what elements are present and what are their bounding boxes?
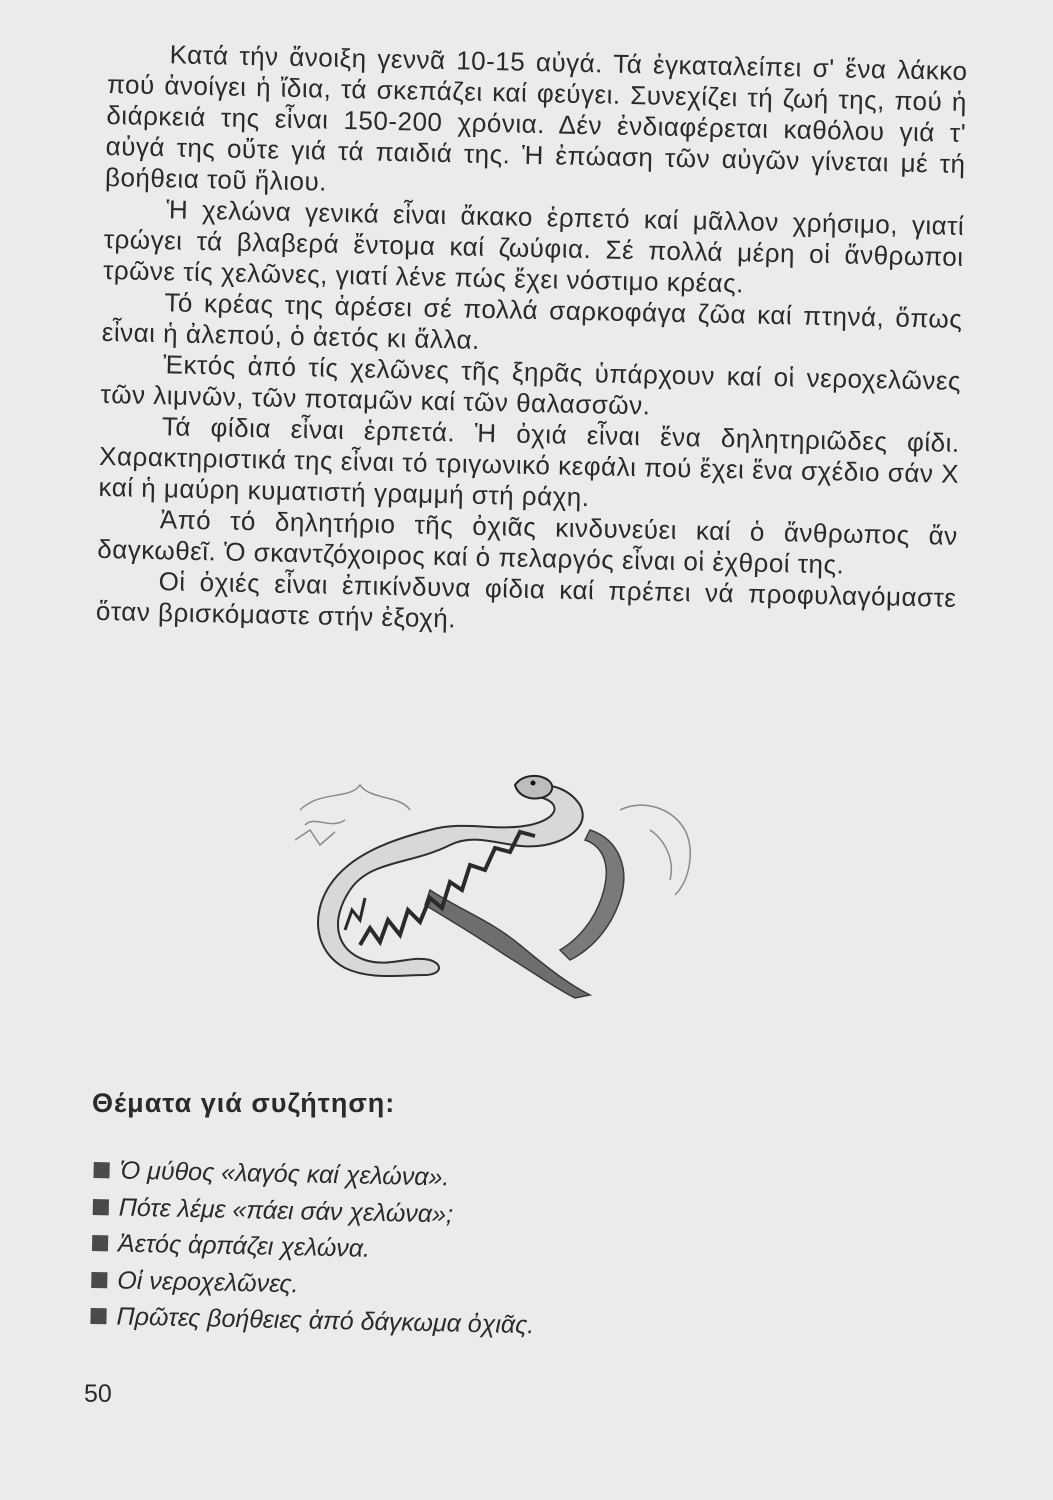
paragraph: Κατά τήν ἄνοιξη γεννᾶ 10-15 αὐγά. Τά ἐγκαταλείπει σ' ἕνα λάκκο πού ἀνοίγει ἡ ἴδια, τά σκεπάζει καί φεύγει. Συνεχίζει τή ζωή της, πού ἡ διάρκειά της εἶναι 150-200 χρόνια. Δέν ἐνδιαφέρεται καθόλου γιά τ' αὐγά της οὔτε γιά τά παιδιά της. Ἡ ἐπώαση τῶν αὐγῶν γίνεται μέ τή βοήθεια τοῦ ἥλιου. [104, 39, 968, 197]
snake-eye [531, 781, 536, 786]
topic-label: Οἱ νεροχελῶνες. [117, 1266, 299, 1298]
topic-label: Ὁ μύθος «λαγός καί χελώνα». [119, 1156, 450, 1192]
topic-label: Πρῶτες βοήθειες ἀπό δάγκωμα ὀχιᾶς. [116, 1302, 535, 1340]
paragraph: Οἱ ὀχιές εἶναι ἐπικίνδυνα φίδια καί πρέπει νά προφυλαγόμαστε ὅταν βρισκόμαστε στήν ἐξοχή. [95, 566, 957, 634]
square-bullet-icon [93, 1199, 109, 1215]
discussion-topics [90, 1152, 538, 1344]
main-text [96, 38, 968, 645]
page-number: 50 [84, 1380, 112, 1408]
square-bullet-icon [91, 1272, 107, 1288]
viper-illustration [290, 770, 710, 1000]
square-bullet-icon [92, 1235, 108, 1251]
paragraph: Τό κρέας της ἀρέσει σέ πολλά σαρκοφάγα ζῶα καί πτηνά, ὅπως εἶναι ἡ ἀλεπού, ὁ ἀετός κι ἄλλα. [101, 287, 963, 355]
paragraph: Ἡ χελώνα γενικά εἶναι ἄκακο ἑρπετό καί μᾶλλον χρήσιμο, γιατί τρώγει τά βλαβερά ἔντομα καί ζωύφια. Σέ πολλά μέρη οἱ ἄνθρωποι τρῶνε τίς χελῶνες, γιατί λένε πώς ἔχει νόστιμο κρέας. [102, 194, 965, 299]
paragraph: Τά φίδια εἶναι ἑρπετά. Ἡ ὀχιά εἶναι ἕνα δηλητηριῶδες φίδι. Χαρακτηριστικά της εἶναι τό τριγωνικό κεφάλι πού ἔχει ἕνα σχέδιο σάν Χ καί ἡ μαύρη κυματιστή γραμμή στή ράχη. [98, 411, 961, 513]
paragraph: Ἐκτός ἀπό τίς χελῶνες τῆς ξηρᾶς ὑπάρχουν καί οἱ νεροχελῶνες τῶν λιμνῶν, τῶν ποταμῶν καί τῶν θαλασσῶν. [100, 349, 962, 421]
branch-shape [425, 890, 590, 998]
topic-label: Ἀετός ἁρπάζει χελώνα. [117, 1229, 371, 1263]
discussion-heading: Θέματα γιά συζήτηση: [92, 1088, 396, 1118]
snake-head [515, 776, 552, 799]
square-bullet-icon [90, 1308, 106, 1324]
paragraph: Ἀπό τό δηλητήριο τῆς ὀχιᾶς κινδυνεύει καί ὁ ἄνθρωπος ἄν δαγκωθεῖ. Ὁ σκαντζόχοιρος καί ὁ πελαργός εἶναι οἱ ἐχθροί της. [96, 504, 959, 580]
topic-label: Πότε λέμε «πάει σάν χελώνα»; [118, 1193, 454, 1229]
square-bullet-icon [93, 1162, 109, 1178]
